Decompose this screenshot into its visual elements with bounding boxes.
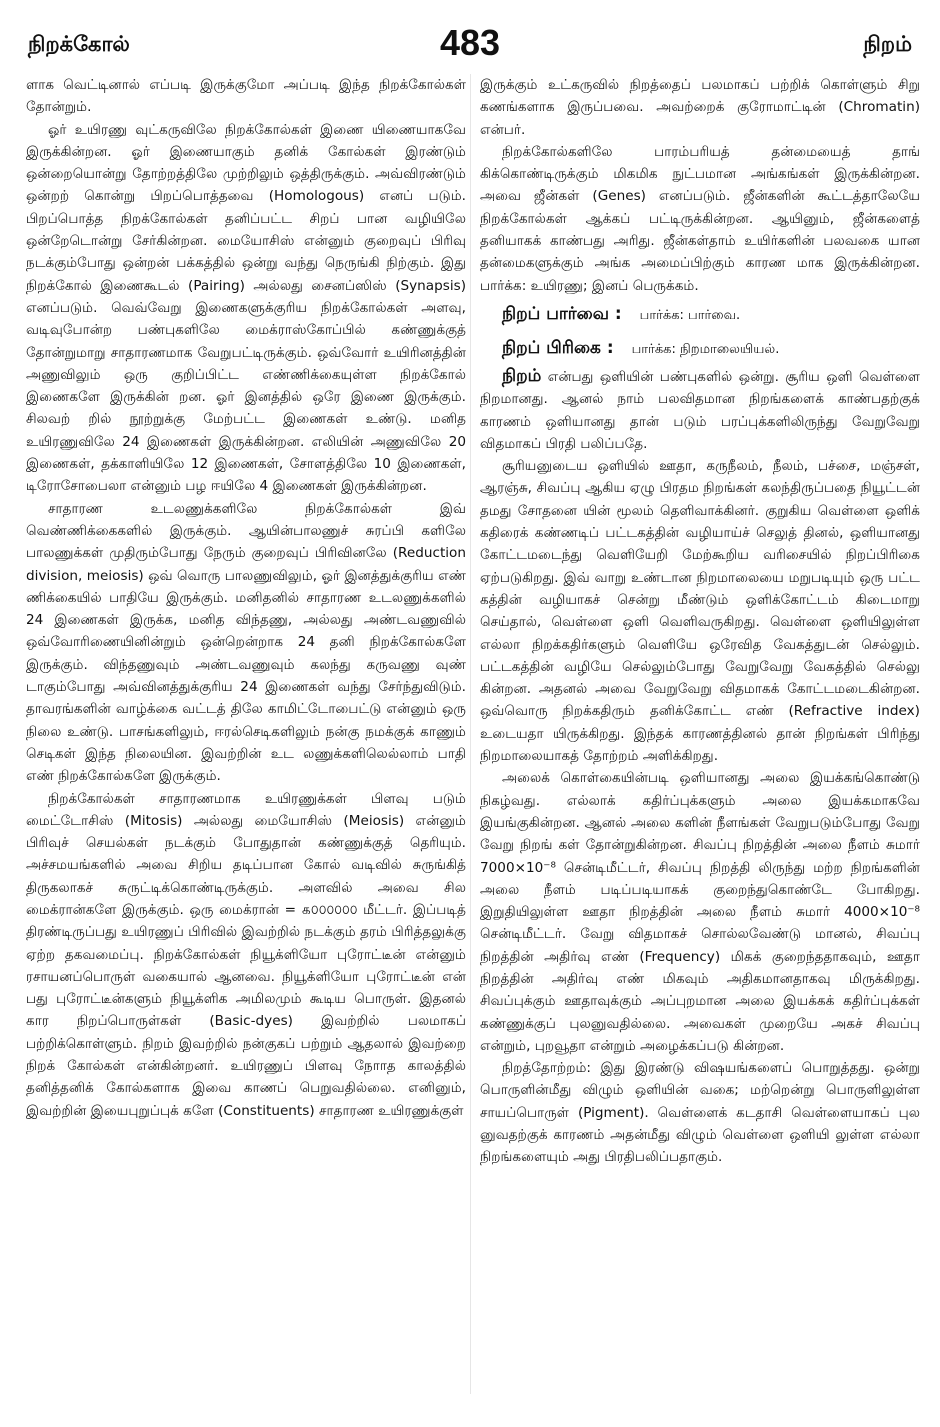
paragraph: சூரியனுடைய ஒளியில் ஊதா, கருநீலம், நீலம், பச்சை, மஞ்சள், ஆரஞ்சு, சிவப்பு ஆகிய ஏழு பிரதம நிறங்கள் கலந்திருப்பதை நியூட்டன் தமது சோதனை யின் மூலம் தெளிவாக்கினர். குறுகிய வெள்ளை ஒளிக் கதிரைக் கண்ணடிப் பட்டகத்தின் வழியாய்ச் செலுத் தினல், ஒளியானது கோட்டமடைந்து வெளியேறி மேற்கூறிய வரிசையில் நிறப்பிரிகை ஏற்படுகிறது. இவ் வாறு உண்டான நிறமாலையை மறுபடியும் ஒரு பட்ட கத்தின் வழியாகச் சென்று மீண்டும் ஒளிக்கோட்டம் கிடைமாறு செய்தால், வெள்ளை ஒளி வெளிவருகிறது. வெள்ளை ஒளியிலுள்ள எல்லா நிறக்கதிர்களும் வெளியே ஒரேவித வேகத்துடன் செல்லும். பட்டகத்தின் வழியே செல்லும்போது வேறுவேறு வேகத்தில் செல்லு கின்றன. அதனல் அவை வேறுவேறு விதமாகக் கோட்டமடைகின்றன. ஒவ்வொரு நிறக்கதிரும் தனிக்கோட்ட எண் (Refractive index) உடையதா யிருக்கிறது. இந்தக் காரணத்தினல் தான் நிறங்கள் பிரிந்து நிறமாலையாகத் தோற்றம் அளிக்கிறது. xyxy=(480,458,920,765)
subentry-dispersion xyxy=(480,333,920,365)
paragraph: நிறக்கோல்களிலே பாரம்பரியத் தன்மையைத் தாங் கிக்கொண்டிருக்கும் மிகமிக நுட்பமான அங்கங்கள் இருக்கின்றன. அவை ஜீன்கள் (Genes) எனப்படும். ஜீன்களின் கூட்டத்தாலேயே நிறக்கோல்கள் ஆக்கப் பட்டிருக்கின்றன. ஆயினும், ஜீன்களைத் தனியாகக் காண்பது அரிது. ஜீன்கள்தாம் உயிர்களின் பலவகை யான தன்மைகளுக்கும் அங்க அமைப்பிற்கும் காரண மாக இருக்கின்றன. பார்க்க: உயிரணு; இனப் பெருக்கம். xyxy=(480,143,920,294)
subentry-reference: பார்க்க: நிறமாலையியல். xyxy=(631,341,780,357)
entry-paragraph xyxy=(480,365,920,455)
subentry-color-vision xyxy=(480,299,920,331)
page-header xyxy=(28,18,912,66)
entry-headword: நிறம் xyxy=(502,365,542,386)
subentry-term: நிறப் பிரிகை : xyxy=(502,337,614,358)
paragraph: நிறக்கோல்கள் சாதாரணமாக உயிரணுக்கள் பிளவு படும் மைட்டோசிஸ் (Mitosis) அல்லது மையோசிஸ் (Meiosis) என்னும் பிரிவுச் செயல்கள் நடக்கும் போதுதான் கண்ணுக்குத் தெரியும். அச்சமயங்களில் அவை சிறிய தடிப்பான கோல் வடிவில் சுருங்கித் திருகலாகச் சுருட்டிக்கொண்டிருக்கும். அளவில் அவை சில மைக்ரான்களே இருக்கும். ஒரு மைக்ரான் = ௧௦௦௦௦௦௦ மீட்டர். இப்படித் திரண்டிருப்பது உயிரணுப் பிரிவில் இவற்றில் நடக்கும் தரம் பிரித்தலுக்கு ஏற்ற தகவமைப்பு. நிறக்கோல்கள் நியூக்ளியோ புரோட்டீன் என்னும் ரசாயனப்பொருள் வகையால் ஆனவை. நியூக்ளியோ புரோட்டீன் என் பது புரோட்டீன்களும் நியூக்ளிக அமிலமும் கூடிய பொருள். இதனல் கார நிறப்பொருள்கள் (Basic-dyes) இவற்றில் பலமாகப் பற்றிக்கொள்ளும். நிறம் இவற்றில் நன்குகப் பற்றும் ஆதலால் இவற்றை நிறக் கோல்கள் என்கின்றனர். உயிரணுப் பிளவு நோாத காலத்தில் தனித்தனிக் கோல்களாக இவை காணப் பெறுவதில்லை. எனினும், இவற்றின் இயைபுறுப்புக் களே (Constituents) சாதாரண உயிரணுக்குள் xyxy=(26,790,466,1119)
paragraph: அலைக் கொள்கையின்படி ஒளியானது அலை இயக்கங்கொண்டு நிகழ்வது. எல்லாக் கதிர்ப்புக்களும் அலை இயக்கமாகவே இயங்குகின்றன. ஆனல் அலை களின் நீளங்கள் வேறுபடும்போது வேறு வேறு நிறங் கள் தோன்றுகின்றன. சிவப்பு நிறத்தின் அலை நீளம் சுமார் 7000×10⁻⁸ சென்டிமீட்டர், சிவப்பு நிறத்தி லிருந்து மற்ற நிறங்களின் அலை நீளம் படிப்படியாகக் குறைந்துகொண்டே போகிறது. இறுதியிலுள்ள ஊதா நிறத்தின் அலை நீளம் சுமார் 4000×10⁻⁸ சென்டிமீட்டர். வேறு விதமாகச் சொல்லவேண்டு மானல், சிவப்பு நிறத்தின் அதிர்வு எண் (Frequency) மிகக் குறைந்ததாகவும், ஊதா நிறத்தின் அதிர்வு எண் மிகவும் அதிகமானதாகவு மிருக்கிறது. சிவப்புக்கும் ஊதாவுக்கும் அப்புறமான அலை இயக்கக் கதிர்ப்புக்கள் கண்ணுக்குப் புலனுவதில்லை. அவைகள் முறையே அகச் சிவப்பு என்றும், புறவூதா என்றும் அழைக்கப்படு கின்றன. xyxy=(480,770,920,1054)
paragraph: நிறத்தோற்றம்: இது இரண்டு விஷயங்களைப் பொறுத்தது. ஒன்று பொருளின்மீது விழும் ஒளியின் வகை; மற்றென்று பொருளிலுள்ள சாயப்பொருள் (Pigment). வெள்ளைக் கடதாசி வெள்ளையாகப் புல னுவதற்குக் காரணம் அதன்மீது விழும் வெள்ளை ஒளியி லுள்ள எல்லா நிறங்களையும் அது பிரதிபலிப்பதாகும். xyxy=(480,1060,920,1166)
column-divider xyxy=(470,74,471,1394)
running-head-right: நிறம் xyxy=(863,32,912,56)
running-head-left: நிறக்கோல் xyxy=(28,32,130,56)
subentry-term: நிறப் பார்வை : xyxy=(502,303,622,324)
paragraph: இருக்கும் உட்கருவில் நிறத்தைப் பலமாகப் பற்றிக் கொள்ளும் சிறு கணங்களாக இருப்பவை. அவற்றைக் குரோமாட்டின் (Chromatin) என்பர். xyxy=(480,77,920,138)
entry-text: என்பது ஒளியின் பண்புகளில் ஒன்று. சூரிய ஒளி வெள்ளை நிறமானது. ஆனல் நாம் பலவிதமான நிறங்களைக் காண்பதற்குக் காரணம் ஒளியானது தான் படும் பரப்புக்களிலிருந்து வேறுவேறு விதமாகப் பிரதி பலிப்பதே. xyxy=(480,368,920,452)
paragraph: சாதாரண உடலணுக்களிலே நிறக்கோல்கள் இவ் வெண்ணிக்கைகளில் இருக்கும். ஆயின்பாலணுச் சுரப்பி களிலே பாலணுக்கள் முதிரும்போது நேரும் குறைவுப் பிரிவினலே (Reduction division, meiosis) ஒவ் வொரு பாலணுவிலும், ஓர் இனத்துக்குரிய எண் ணிக்கையில் பாதியே இருக்கும். மனிதனில் சாதாரண உடலணுக்களில் 24 இணைகள் இருக்க, மனித விந்தணு, அல்லது அண்டவணுவில் ஒவ்வோரிணையினின்றும் ஒன்றென்றாக 24 தனி நிறக்கோல்களே இருக்கும். விந்தணுவும் அண்டவணுவும் கலந்து கருவணு வுண் டாகும்போது அவ்வினத்துக்குரிய 24 இணைகள் வந்து சேர்ந்துவிடும். தாவரங்களின் வாழ்க்கை வட்டத் திலே காமிட்டோபைட்டு என்னும் ஒரு நிலை உண்டு. பாசங்களிலும், ஈரல்செடிகளிலும் நன்கு நமக்குக் காணும் செடிகள் இந்த நிலையின. இவற்றின் உட லணுக்களிலெல்லாம் பாதி எண் நிறக்கோல்களே இருக்கும். xyxy=(26,500,466,785)
page-number: 483 xyxy=(439,22,501,63)
left-column xyxy=(26,74,466,1394)
right-column xyxy=(480,74,920,1394)
subentry-reference: பார்க்க: பார்வை. xyxy=(639,307,741,323)
paragraph: ஓர் உயிரணு வுட்கருவிலே நிறக்கோல்கள் இணை யிணையாகவே இருக்கின்றன. ஓர் இணையாகும் தனிக் கோல்கள் இரண்டும் ஒன்றையொன்று தோற்றத்திலே முற்றிலும் ஒத்திருக்கும். அவ்விரண்டும் ஒன்றற் கொன்று பிறப்பொத்தவை (Homologous) எனப் படும். பிறப்பொத்த நிறக்கோல்கள் தனிப்பட்ட சிறப் பான வழியிலே ஒன்றேடொன்று சேர்கின்றன. மையோசிஸ் என்னும் குறைவுப் பிரிவு நடக்கும்போது ஒன்றன் பக்கத்தில் ஒன்று வந்து நெருங்கி நிற்கும். இது நிறக்கோல் இணைகூடல் (Pairing) அல்லது சைனப்ஸிஸ் (Synapsis) எனப்படும். வெவ்வேறு இணைகளுக்குரிய நிறக்கோல்கள் அளவு, வடிவுபோன்ற பண்புகளிலே மைக்ராஸ்கோப்பில் கண்ணுக்குத் தோன்றுமாறு சாதாரணமாக வேறுபட்டிருக்கும். ஒவ்வோர் உயிரினத்தின் அணுவிலும் ஒரு குறிப்பிட்ட எண்ணிக்கையுள்ள நிறக்கோல் இணைகளே இருக்கின் றன. ஓர் இனத்தில் ஒரே இணை இருக்கும். சிலவற் றில் நூற்றுக்கு மேற்பட்ட இணைகள் உண்டு. மனித உயிரணுவிலே 24 இணைகள் இருக்கின்றன. எலியின் அணுவிலே 20 இணைகள், தக்காளியிலே 12 இணைகள், சோளத்திலே 10 இணைகள், டிரோசோபைலா என்னும் பழ ஈயிலே 4 இணைகள் இருக்கின்றன. xyxy=(26,121,466,495)
paragraph: ளாக வெட்டினால் எப்படி இருக்குமோ அப்படி இந்த நிறக்கோல்கள் தோன்றும். xyxy=(26,77,466,116)
